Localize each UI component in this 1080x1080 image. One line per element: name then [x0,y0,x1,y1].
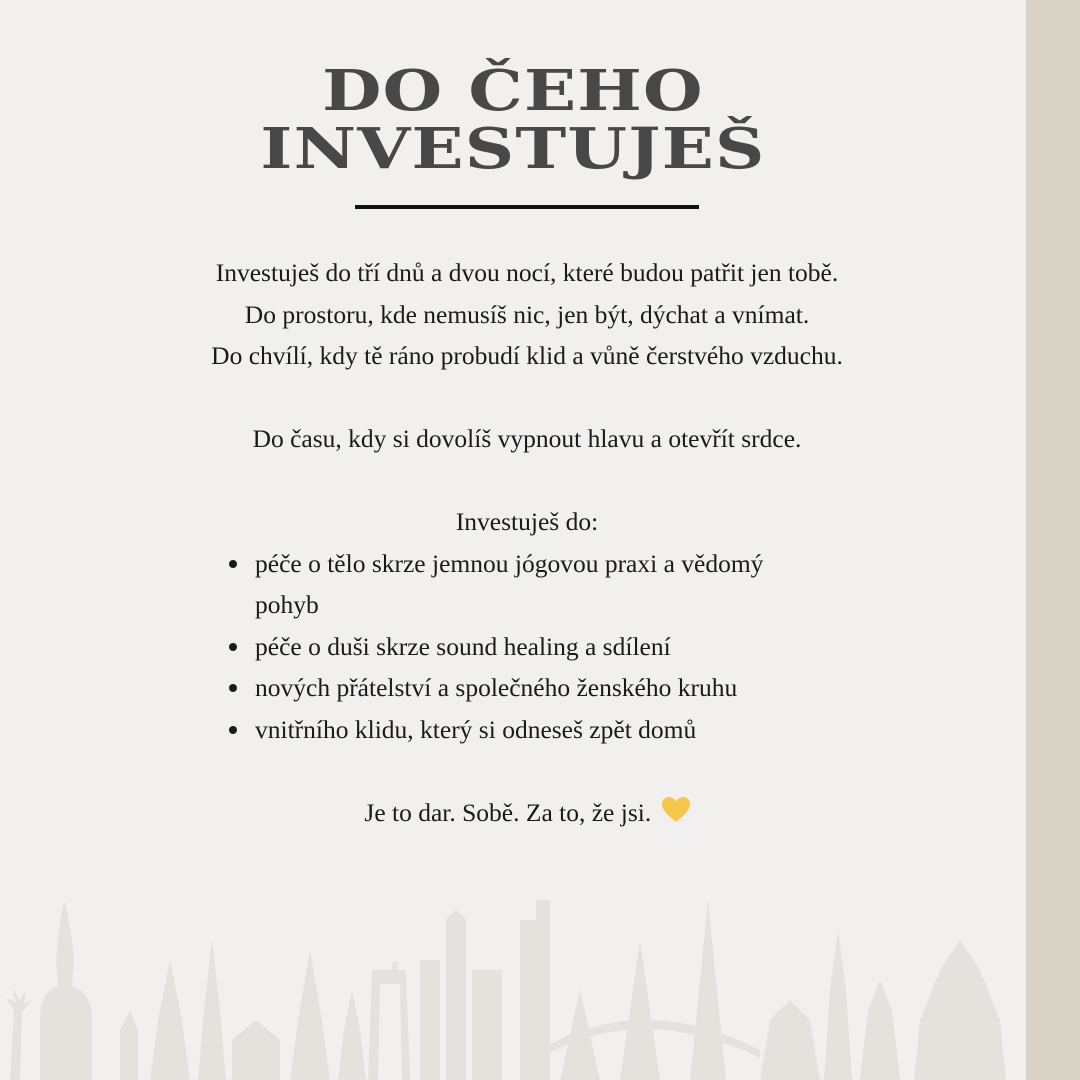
title-line-2: INVESTUJEŠ [260,116,766,182]
body-text [205,252,849,833]
bullet-icon [229,684,237,692]
page-title [0,58,1080,182]
spacer [205,377,849,419]
title-divider [355,205,699,209]
bullet-icon [229,643,237,651]
closing-line [205,792,849,834]
yellow-heart-icon [662,797,690,823]
bullet-icon [229,726,237,734]
city-skyline-illustration [0,900,1026,1080]
list-item-text: vnitřního klidu, který si odneseš zpět domů [255,714,697,744]
time-paragraph: Do času, kdy si dovolíš vypnout hlavu a otevřít srdce. [252,424,802,453]
list-item-text: péče o duši skrze sound healing a sdílení [255,631,671,661]
spacer [205,750,849,792]
list-item [205,709,775,751]
list-item [205,667,775,709]
intro-paragraph-1: Investuješ do tří dnů a dvou nocí, které budou patřit jen tobě. [215,258,839,287]
benefits-list [205,543,849,751]
list-item [205,543,775,626]
closing-text: Je to dar. Sobě. Za to, že jsi. [364,797,652,827]
list-item-text: péče o tělo skrze jemnou jógovou praxi a vědomý pohyb [255,548,764,619]
list-heading: Investuješ do: [455,507,599,536]
title-line-1: DO ČEHO [322,58,704,124]
bullet-icon [229,560,237,568]
spacer [205,460,849,502]
list-item [205,626,775,668]
intro-paragraph-2: Do prostoru, kde nemusíš nic, jen být, dýchat a vnímat. [244,299,810,329]
intro-paragraph-3: Do chvílí, kdy tě ráno probudí klid a vůně čerstvého vzduchu. [211,341,843,370]
list-item-text: nových přátelství a společného ženského kruhu [255,673,738,702]
